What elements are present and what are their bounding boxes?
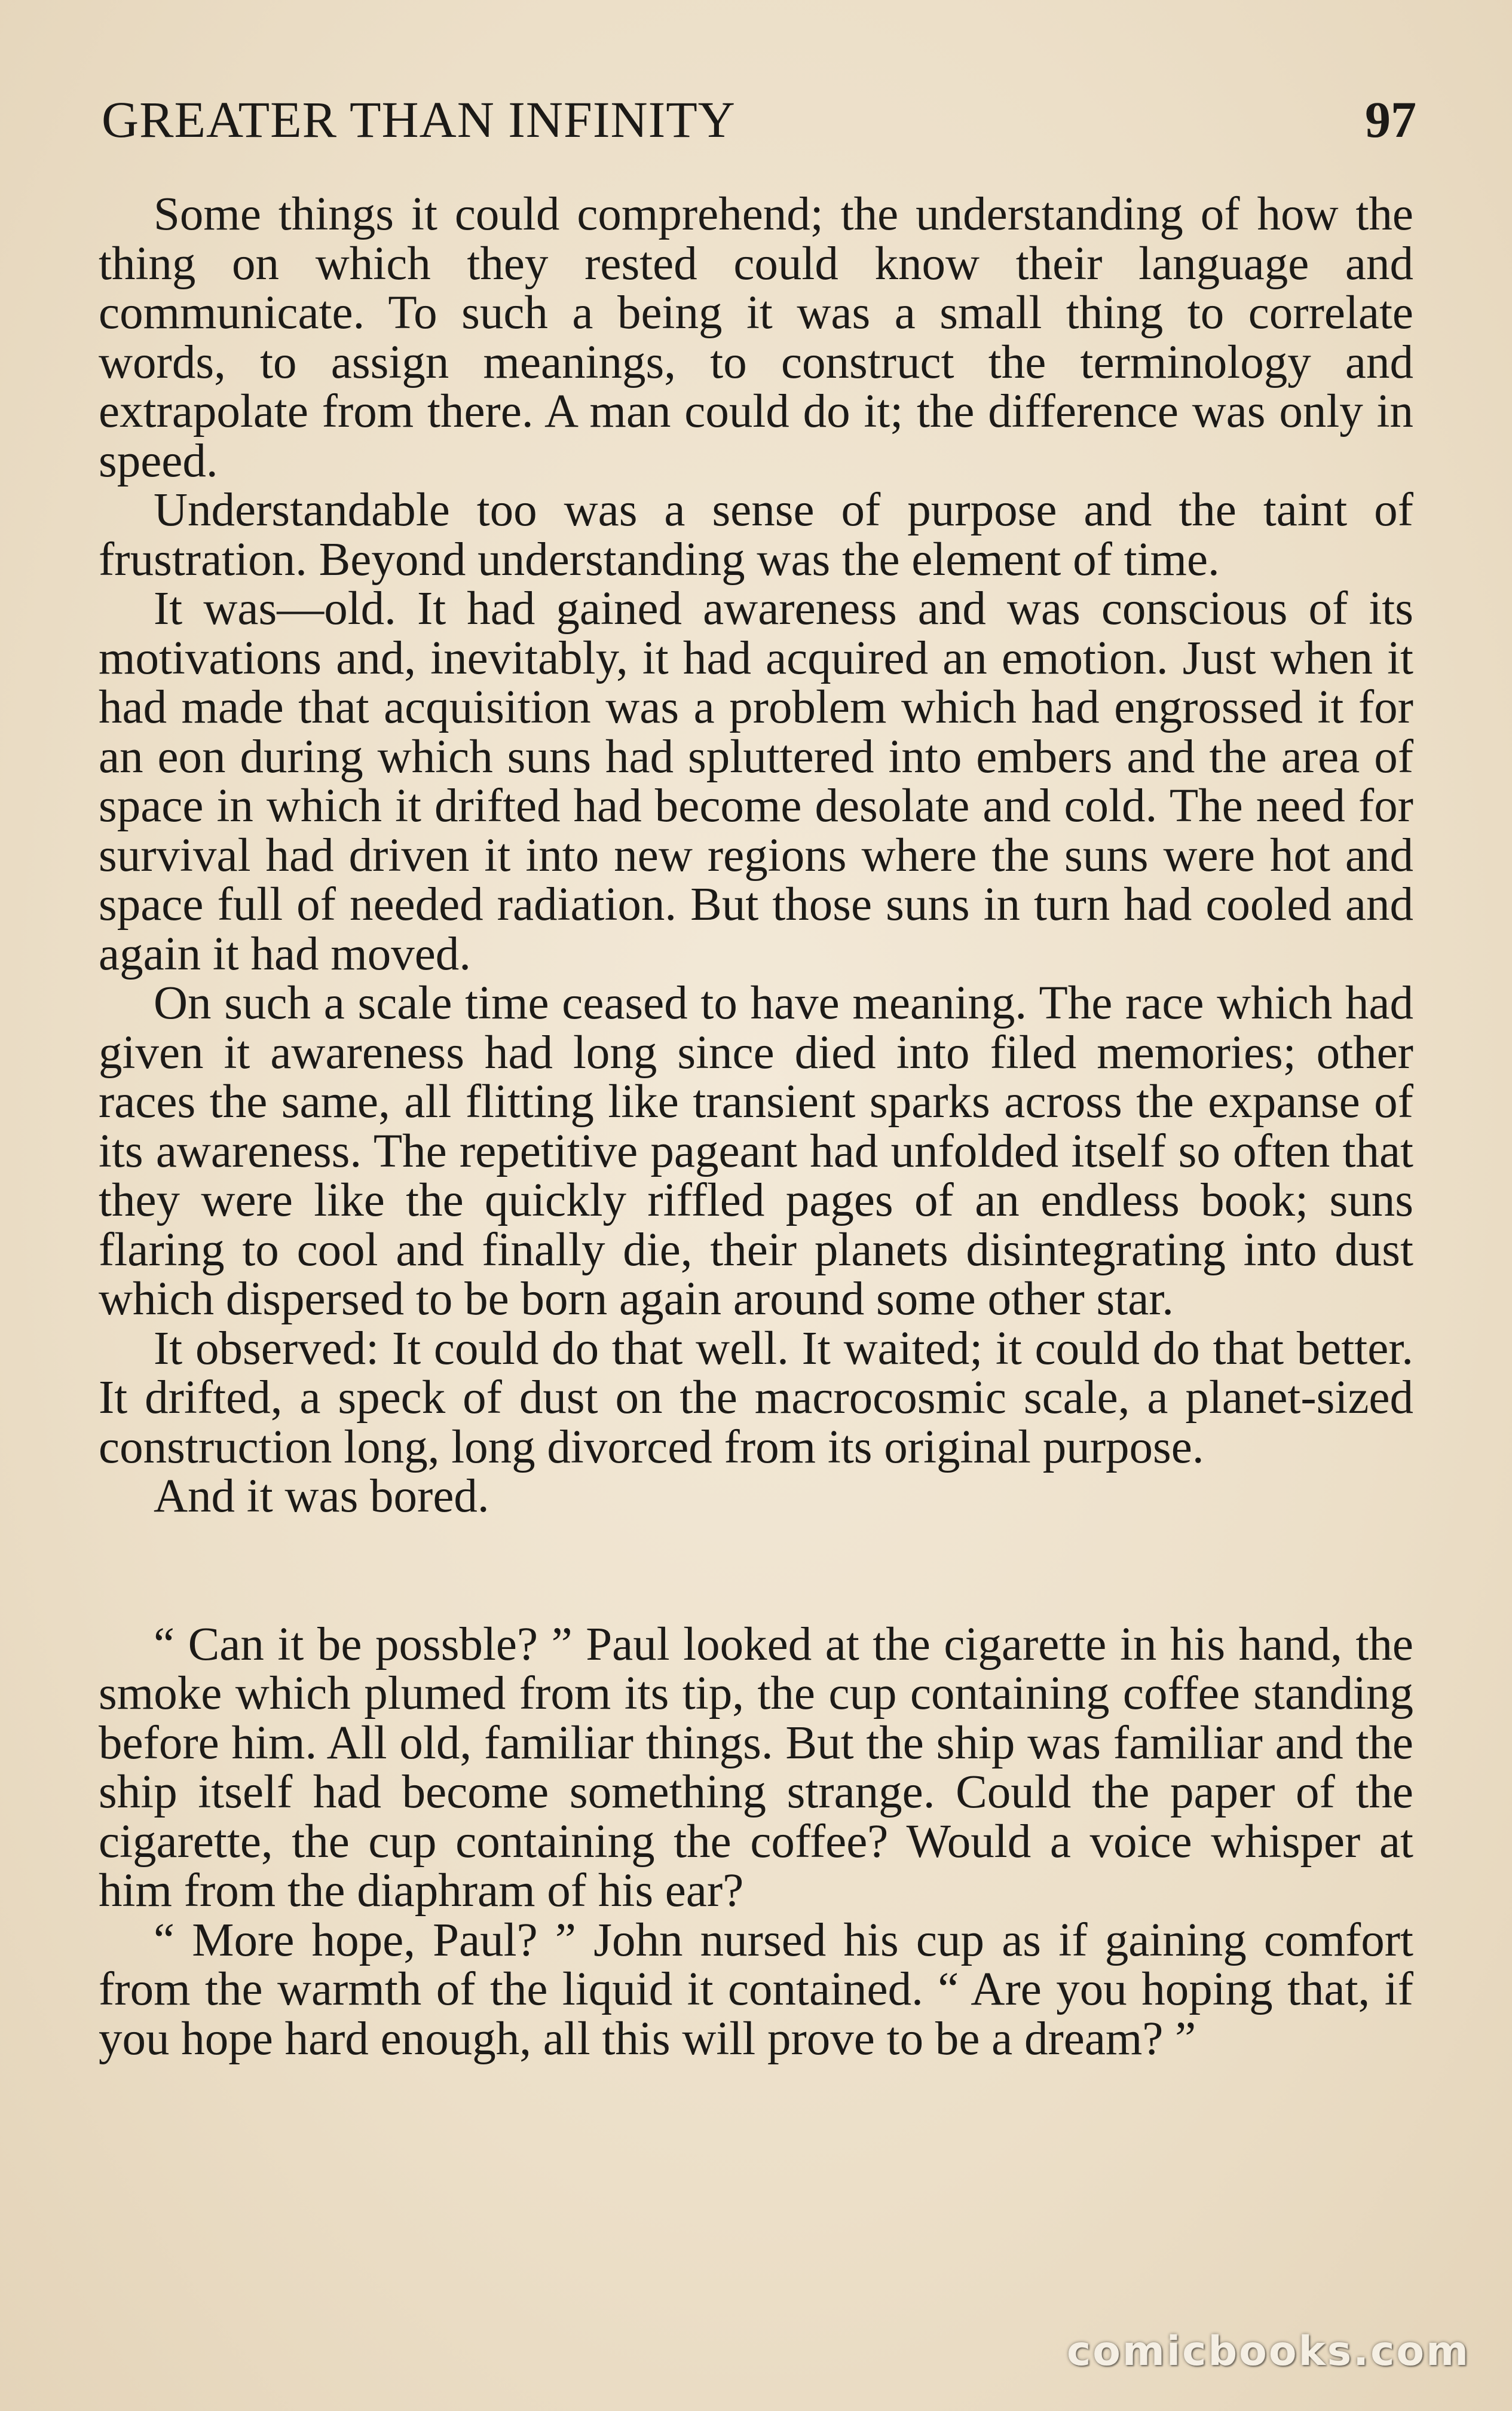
paragraph: “ Can it be possble? ” Paul looked at the cigarette in his hand, the smoke which plumed from its tip, the cup containing coffee standing before him. All old, familiar things. But the ship was familiar and the ship itself had become something strange. Could the paper of the cigarette, the cup containing the coffee? Would a voice whisper at him from the diaphram of his ear?	[99, 1618, 1413, 1917]
paragraph: Some things it could comprehend; the understanding of how the thing on which they rested could know their language and communicate. To such a being it was a small thing to correlate words, to assign meanings, to construct the terminology and extrapolate from there. A man could do it; the difference was only in speed.	[99, 188, 1413, 487]
paragraph: And it was bored.	[154, 1470, 489, 1522]
watermark: comicbooks.com	[1066, 2328, 1470, 2375]
section-break	[99, 1522, 1413, 1620]
paragraph: It was—old. It had gained awareness and was conscious of its motivations and, inevitably, it had acquired an emotion. Just when it had made that acquisition was a problem which had engrossed it for an eon during which suns had spluttered into embers and the area of space in which it drifted had become desolate and cold. The need for survival had driven it into new regions where the suns were hot and space full of needed radiation. But those suns in turn had cooled and again it had moved.	[99, 583, 1413, 980]
paragraph: Understandable too was a sense of purpose and the taint of frustration. Beyond understanding was the element of time.	[99, 484, 1413, 586]
paragraph: “ More hope, Paul? ” John nursed his cup as if gaining comfort from the warmth of the liquid it contained. “ Are you hoping that, if you hope hard enough, all this will prove to be a dream? ”	[99, 1914, 1413, 2065]
paragraph: It observed: It could do that well. It waited; it could do that better. It drifted, a speck of dust on the macrocosmic scale, a planet-sized construction long, long divorced from its original purpose.	[99, 1322, 1413, 1473]
page-header	[102, 84, 1416, 149]
running-title: GREATER THAN INFINITY	[102, 91, 736, 148]
body-text	[99, 190, 1413, 2064]
page-number: 97	[1365, 91, 1416, 148]
paragraph: On such a scale time ceased to have meaning. The race which had given it awareness had long since died into filed memories; other races the same, all flitting like transient sparks across the expanse of its awareness. The repetitive pageant had unfolded itself so often that they were like the quickly riffled pages of an endless book; suns flaring to cool and finally die, their planets disintegrating into dust which dispersed to be born again around some other star.	[99, 977, 1413, 1325]
